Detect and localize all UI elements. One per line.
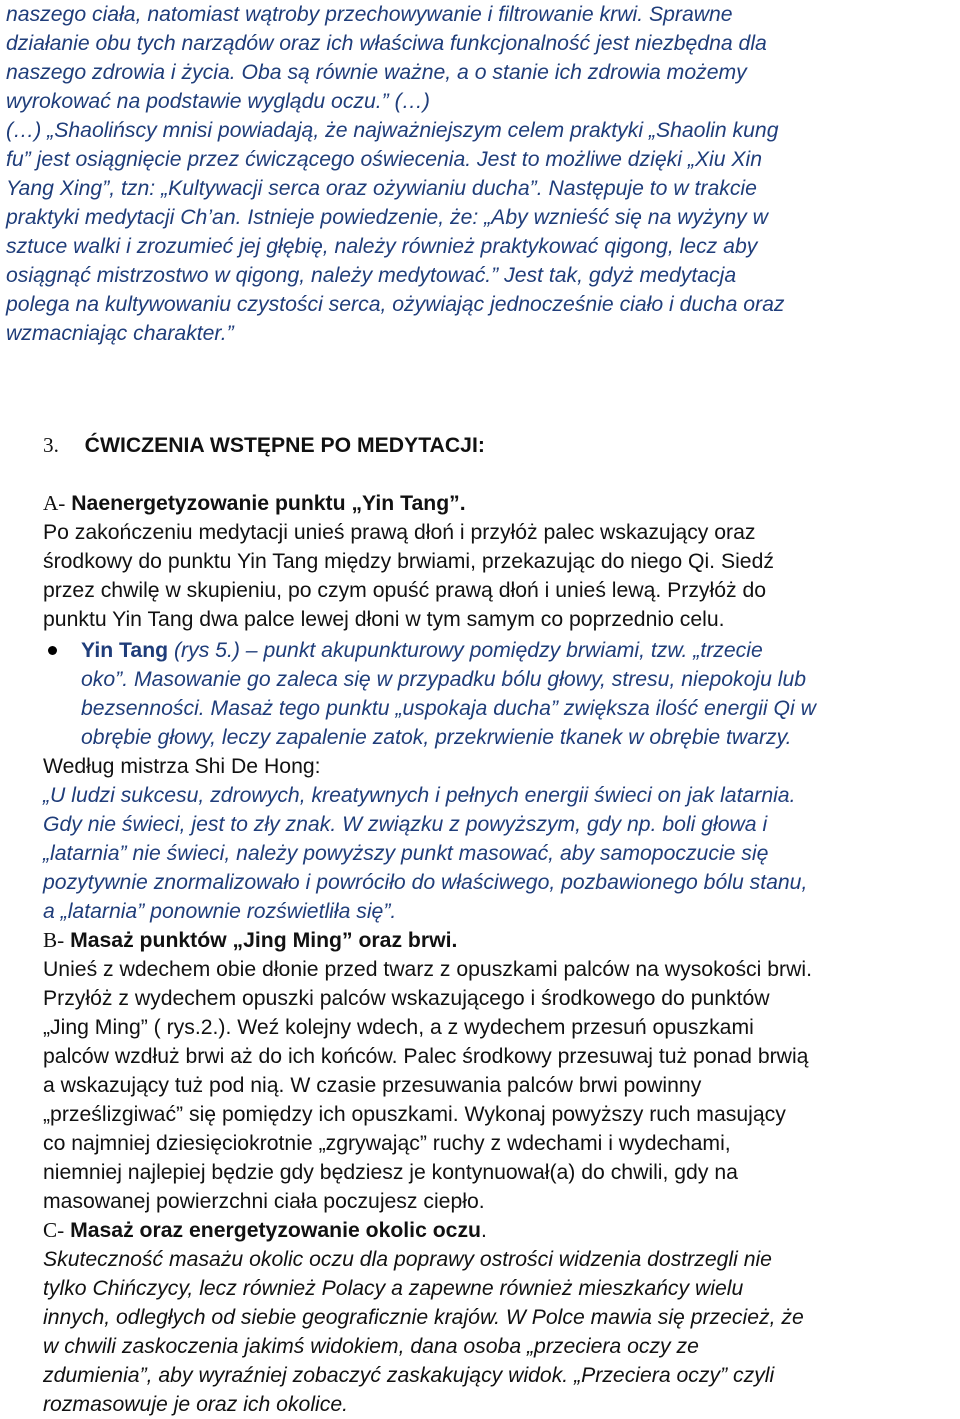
- paragraph-line: środkowy do punktu Yin Tang między brwiami, przekazując do niego Qi. Siedź: [43, 550, 774, 573]
- paragraph-line: rozmasowuje je oraz ich okolice.: [43, 1393, 348, 1416]
- paragraph-line: co najmniej dziesięciokrotnie „zgrywając” ruchy z wdechami i wydechami,: [43, 1132, 731, 1155]
- intro-line: naszego zdrowia i życia. Oba są równie ważne, a o stanie ich zdrowia możemy: [6, 61, 747, 84]
- bullet-line: obrębie głowy, leczy zapalenie zatok, przekrwienie tkanek w obrębie twarzy.: [81, 726, 792, 749]
- paragraph-line: tylko Chińczycy, lecz również Polacy a zapewne również mieszkańcy wielu: [43, 1277, 744, 1300]
- quote-line: pozytywnie znormalizowało i powróciło do właściwego, pozbawionego bólu stanu,: [43, 871, 808, 894]
- intro-line: osiągnąć mistrzostwo w qigong, należy medytować.” Jest tak, gdyż medytacja: [6, 264, 737, 287]
- intro-line: fu” jest osiągnięcie przez ćwiczącego oświecenia. Jest to możliwe dzięki „Xiu Xin: [6, 148, 763, 171]
- bullet-dot: [48, 646, 57, 655]
- subsection-b-heading: [43, 926, 457, 955]
- subsection-title: Masaż oraz energetyzowanie okolic oczu: [70, 1219, 481, 1242]
- paragraph-line: niemniej najlepiej będzie gdy będziesz je kontynuował(a) do chwili, gdy na: [43, 1161, 738, 1184]
- quote-line: a „latarnia” ponownie rozświetliła się”.: [43, 900, 397, 923]
- intro-line: (…) „Shaolińscy mnisi powiadają, że najważniejszym celem praktyki „Shaolin kung: [6, 119, 779, 142]
- bullet-line: oko”. Masowanie go zaleca się w przypadku bólu głowy, stresu, niepokoju lub: [81, 668, 807, 691]
- section-heading: [43, 431, 485, 460]
- intro-line: Yang Xing”, tzn: „Kultywacji serca oraz ożywianiu ducha”. Następuje to w trakcie: [6, 177, 757, 200]
- subsection-title: Naenergetyzowanie punktu „Yin Tang”.: [71, 492, 466, 515]
- subsection-title-end: .: [481, 1219, 487, 1242]
- quote-line: Gdy nie świeci, jest to zły znak. W związku z powyższym, gdy np. boli głowa i: [43, 813, 768, 836]
- paragraph-line: innych, odległych od siebie geograficznie krajów. W Polce mawia się przecież, że: [43, 1306, 804, 1329]
- paragraph-line: „Jing Ming” ( rys.2.). Weź kolejny wdech, a z wydechem przesuń opuszkami: [43, 1016, 754, 1039]
- paragraph-line: masowanej powierzchni ciała poczujesz ciepło.: [43, 1190, 485, 1213]
- section-title: ĆWICZENIA WSTĘPNE PO MEDYTACJI:: [84, 434, 485, 457]
- quote-line: „U ludzi sukcesu, zdrowych, kreatywnych i pełnych energii świeci on jak latarnia.: [43, 784, 796, 807]
- intro-line: wyrokować na podstawie wyglądu oczu.” (…): [6, 90, 430, 113]
- bullet-line: bezsenności. Masaż tego punktu „uspokaja ducha” zwiększa ilość energii Qi w: [81, 697, 816, 720]
- paragraph-line: palców wzdłuż brwi aż do ich końców. Palec środkowy przesuwaj tuż ponad brwią: [43, 1045, 809, 1068]
- paragraph-line: Unieś z wdechem obie dłonie przed twarz z opuszkami palców na wysokości brwi.: [43, 958, 812, 981]
- intro-line: działanie obu tych narządów oraz ich właściwa funkcjonalność jest niezbędna dla: [6, 32, 767, 55]
- subsection-letter: B-: [43, 928, 65, 952]
- intro-line: polega na kultywowaniu czystości serca, ożywiając jednocześnie ciało i ducha oraz: [6, 293, 785, 316]
- bullet-first-line: [81, 636, 763, 665]
- paragraph-line: Skuteczność masażu okolic oczu dla poprawy ostrości widzenia dostrzegli nie: [43, 1248, 772, 1271]
- paragraph-line: przez chwilę w skupieniu, po czym opuść prawą dłoń i unieś lewą. Przyłóż do: [43, 579, 767, 602]
- intro-line: praktyki medytacji Ch’an. Istnieje powiedzenie, że: „Aby wznieść się na wyżyny w: [6, 206, 768, 229]
- paragraph-line: w chwili zaskoczenia jakimś widokiem, dana osoba „przeciera oczy ze: [43, 1335, 699, 1358]
- paragraph-line: Przyłóż z wydechem opuszki palców wskazującego i środkowego do punktów: [43, 987, 770, 1010]
- quote-line: „latarnia” nie świeci, należy powyższy punkt masować, aby samopoczucie się: [43, 842, 769, 865]
- paragraph-line: Po zakończeniu medytacji unieś prawą dłoń i przyłóż palec wskazujący oraz: [43, 521, 756, 544]
- intro-line: wzmacniając charakter.”: [6, 322, 234, 345]
- subsection-letter: A-: [43, 491, 66, 515]
- intro-line: sztuce walki i zrozumieć jej głębię, należy również praktykować qigong, lecz aby: [6, 235, 758, 258]
- subsection-letter: C-: [43, 1218, 65, 1242]
- bullet-term: Yin Tang: [81, 639, 169, 662]
- bullet-text: (rys 5.) – punkt akupunkturowy pomiędzy brwiami, tzw. „trzecie: [168, 639, 763, 662]
- intro-line: naszego ciała, natomiast wątroby przechowywanie i filtrowanie krwi. Sprawne: [6, 3, 733, 26]
- section-number: 3.: [43, 433, 59, 457]
- paragraph-line: a wskazujący tuż pod nią. W czasie przesuwania palców brwi powinny: [43, 1074, 702, 1097]
- paragraph-line: zdumienia”, aby wyraźniej zobaczyć zaskakujący widok. „Przeciera oczy” czyli: [43, 1364, 775, 1387]
- master-attribution: Według mistrza Shi De Hong:: [43, 755, 321, 778]
- subsection-a-heading: [43, 489, 466, 518]
- subsection-c-heading: [43, 1216, 487, 1245]
- paragraph-line: „prześlizgiwać” się pomiędzy ich opuszkami. Wykonaj powyższy ruch masujący: [43, 1103, 786, 1126]
- paragraph-line: punktu Yin Tang dwa palce lewej dłoni w tym samym co poprzednio celu.: [43, 608, 725, 631]
- subsection-title: Masaż punktów „Jing Ming” oraz brwi.: [70, 929, 458, 952]
